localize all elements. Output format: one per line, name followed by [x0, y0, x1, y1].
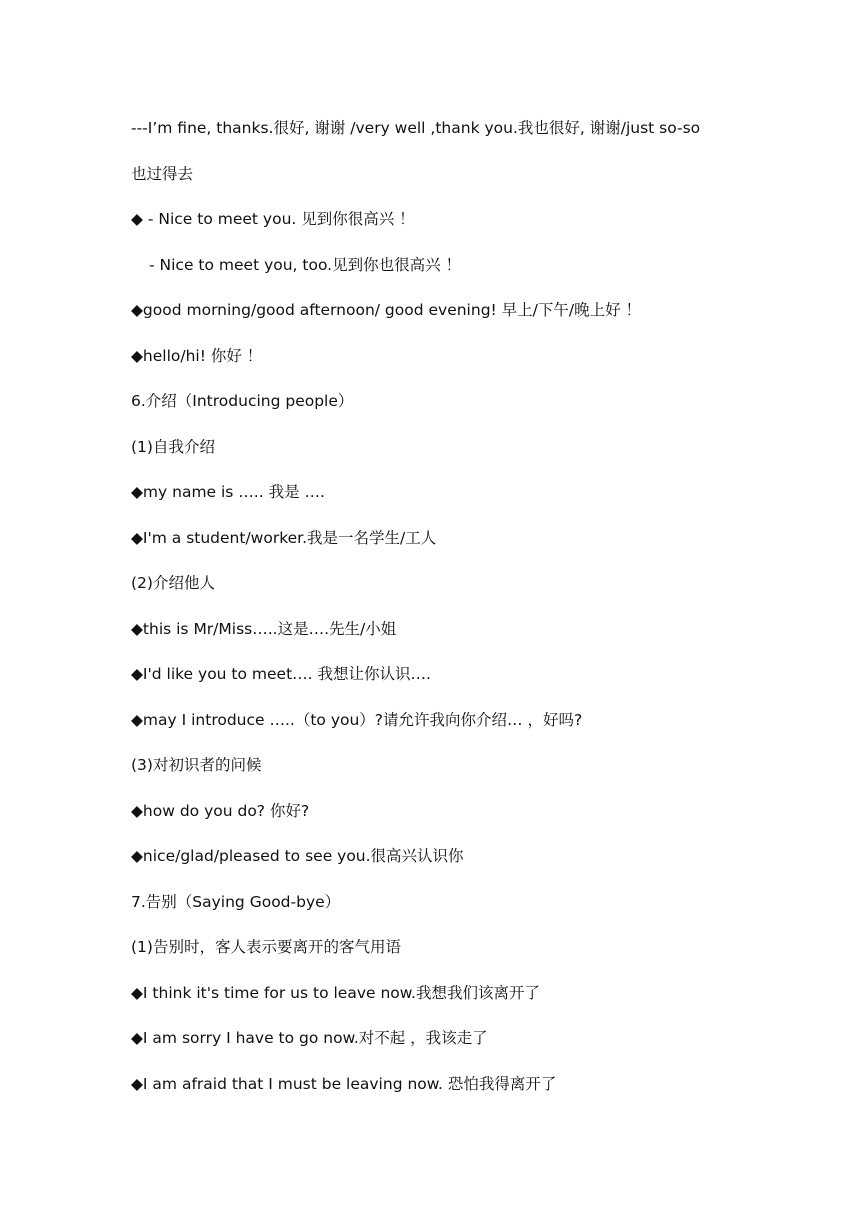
text-line-21: ◆I am sorry I have to go now.对不起 ，我该走了 — [131, 1029, 488, 1047]
text-line-14: ◆may I introduce …..（to you）?请允许我向你介绍… ，好吗? — [131, 711, 583, 729]
subheading-1b: (1)告别时，客人表示要离开的客气用语 — [131, 938, 401, 956]
text-line-20: ◆I think it's time for us to leave now.我想我们该离开了 — [131, 984, 540, 1002]
section-heading-6: 6.介绍（Introducing people） — [131, 392, 354, 410]
text-line-16: ◆how do you do? 你好? — [131, 802, 310, 820]
subheading-2: (2)介绍他人 — [131, 574, 215, 592]
text-line-9: ◆my name is ….. 我是 …. — [131, 483, 325, 501]
text-line-5: ◆good morning/good afternoon/ good evening! 早上/下午/晚上好 ！ — [131, 301, 642, 319]
subheading-3: (3)对初识者的问候 — [131, 756, 262, 774]
text-line-22: ◆I am afraid that I must be leaving now. 恐怕我得离开了 — [131, 1075, 557, 1093]
text-line-1: ---I’m fine, thanks.很好, 谢谢 /very well ,thank you.我也很好, 谢谢/just so-so — [131, 119, 701, 137]
text-line-10: ◆I'm a student/worker.我是一名学生/工人 — [131, 529, 437, 547]
text-line-4: - Nice to meet you, too.见到你也很高兴 ！ — [149, 256, 462, 274]
text-line-2: 也过得去 — [131, 165, 194, 183]
text-line-12: ◆this is Mr/Miss…..这是….先生/小姐 — [131, 620, 397, 638]
subheading-1: (1)自我介绍 — [131, 438, 215, 456]
text-line-3: ◆ - Nice to meet you. 见到你很高兴 ！ — [131, 210, 415, 228]
text-line-17: ◆nice/glad/pleased to see you.很高兴认识你 — [131, 847, 464, 865]
section-heading-7: 7.告别（Saying Good-bye） — [131, 893, 341, 911]
text-line-6: ◆hello/hi! 你好 ！ — [131, 347, 263, 365]
text-line-13: ◆I'd like you to meet…. 我想让你认识…. — [131, 665, 431, 683]
